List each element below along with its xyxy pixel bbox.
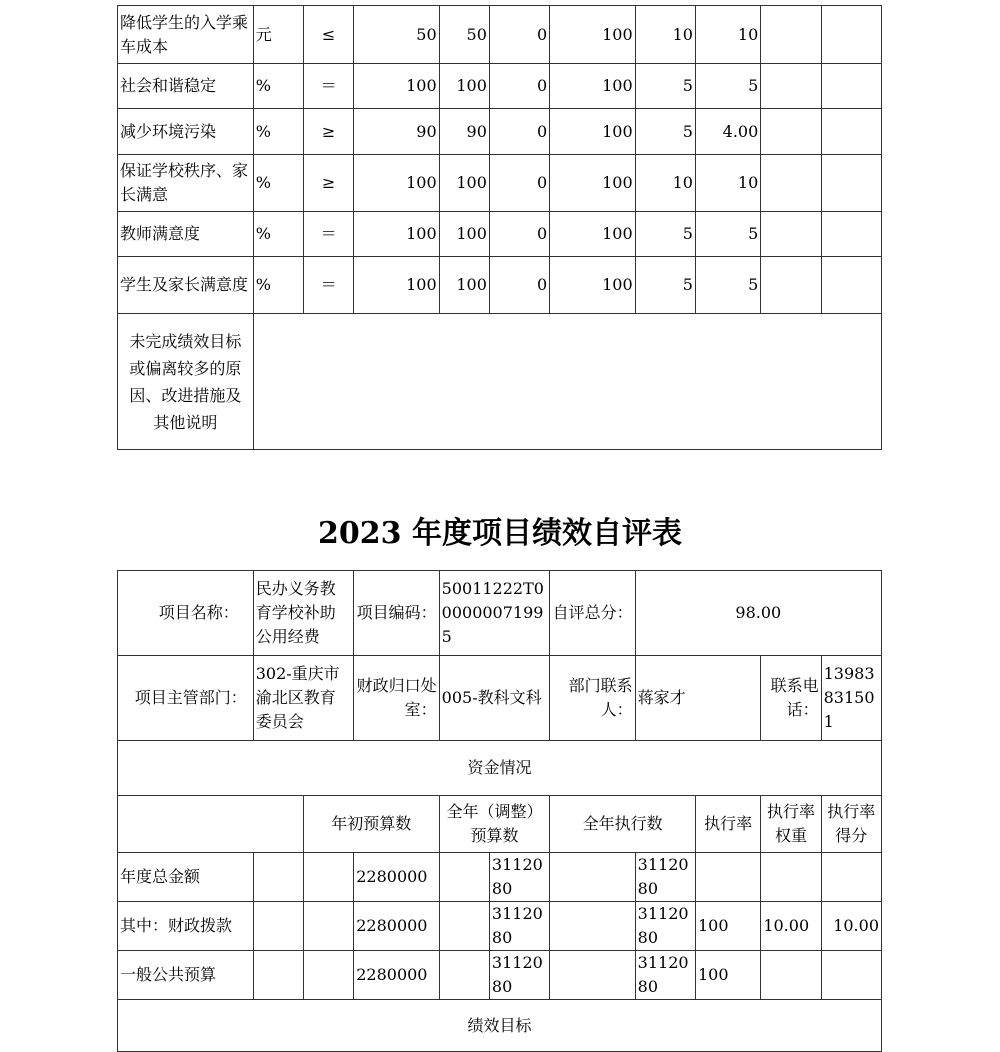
- dept-label: 项目主管部门：: [118, 656, 254, 741]
- fund-header-adjusted: 全年（调整）预算数: [439, 796, 550, 853]
- fund-row-initial: 2280000: [354, 902, 439, 951]
- fund-row-executed: 3112080: [635, 902, 695, 951]
- fund-row-empty-2: [303, 902, 353, 951]
- indicator-actual: 100: [439, 155, 489, 212]
- fund-row-score: [821, 951, 881, 1000]
- indicator-empty-1: [761, 64, 821, 109]
- fund-row-weight: [761, 853, 821, 902]
- phone-label: 联系电话：: [761, 656, 821, 741]
- indicator-empty-1: [761, 6, 821, 64]
- fund-row-empty-3: [439, 951, 489, 1000]
- fund-row: [118, 951, 882, 1000]
- fund-row-empty-3: [439, 902, 489, 951]
- indicator-actual: 100: [439, 212, 489, 257]
- indicator-target: 90: [354, 109, 439, 155]
- indicator-score: 5: [695, 212, 760, 257]
- indicator-name: 社会和谐稳定: [118, 64, 254, 109]
- fund-row-adjusted: 3112080: [489, 853, 549, 902]
- indicator-unit: %: [253, 155, 303, 212]
- fund-row-label: 一般公共预算: [118, 951, 254, 1000]
- fund-row-label: 其中：财政拨款: [118, 902, 254, 951]
- indicator-target: 100: [354, 257, 439, 314]
- indicator-weight: 5: [635, 212, 695, 257]
- indicator-score: 5: [695, 257, 760, 314]
- indicator-empty-2: [821, 155, 881, 212]
- indicator-empty-2: [821, 64, 881, 109]
- indicator-empty-2: [821, 109, 881, 155]
- fund-row-executed: 3112080: [635, 951, 695, 1000]
- indicator-deviation: 0: [489, 109, 549, 155]
- fund-row-initial: 2280000: [354, 853, 439, 902]
- indicator-row: [118, 109, 882, 155]
- fund-row-adjusted: 3112080: [489, 902, 549, 951]
- fund-header-executed: 全年执行数: [550, 796, 696, 853]
- dept: 302-重庆市渝北区教育委员会: [253, 656, 354, 741]
- indicator-target: 50: [354, 6, 439, 64]
- self-score: 98.00: [635, 571, 881, 656]
- fund-header-weight: 执行率权重: [761, 796, 821, 853]
- indicator-deviation: 0: [489, 64, 549, 109]
- fund-row-empty-1: [253, 902, 303, 951]
- indicator-score: 4.00: [695, 109, 760, 155]
- project-code-label: 项目编码：: [354, 571, 439, 656]
- indicator-unit: %: [253, 109, 303, 155]
- finance: 005-教科文科: [439, 656, 550, 741]
- indicator-rate: 100: [550, 155, 635, 212]
- indicator-unit: %: [253, 64, 303, 109]
- indicator-name: 学生及家长满意度: [118, 257, 254, 314]
- indicator-table: [117, 5, 882, 450]
- indicator-deviation: 0: [489, 212, 549, 257]
- page-title: 2023 年度项目绩效自评表: [318, 516, 682, 551]
- indicator-actual: 90: [439, 109, 489, 155]
- indicator-empty-1: [761, 212, 821, 257]
- indicator-operator: ＝: [303, 64, 353, 109]
- indicator-deviation: 0: [489, 6, 549, 64]
- fund-row-empty-2: [303, 853, 353, 902]
- indicator-row: [118, 6, 882, 64]
- fund-row-score: 10.00: [821, 902, 881, 951]
- indicator-unit: %: [253, 212, 303, 257]
- indicator-weight: 5: [635, 109, 695, 155]
- indicator-unit: 元: [253, 6, 303, 64]
- indicator-empty-1: [761, 155, 821, 212]
- indicator-operator: ≥: [303, 155, 353, 212]
- fund-row: [118, 853, 882, 902]
- remark-content: [253, 314, 881, 450]
- fund-row-executed: 3112080: [635, 853, 695, 902]
- contact-label: 部门联系人：: [550, 656, 635, 741]
- indicator-empty-2: [821, 6, 881, 64]
- indicator-actual: 100: [439, 64, 489, 109]
- fund-section-title: 资金情况: [118, 741, 882, 796]
- self-eval-table: [117, 570, 882, 1052]
- fund-header-rate: 执行率: [695, 796, 760, 853]
- indicator-operator: ≤: [303, 6, 353, 64]
- indicator-row: [118, 212, 882, 257]
- fund-row-label: 年度总金额: [118, 853, 254, 902]
- remark-label: 未完成绩效目标或偏离较多的原因、改进措施及其他说明: [118, 314, 254, 450]
- indicator-score: 10: [695, 155, 760, 212]
- indicator-target: 100: [354, 155, 439, 212]
- fund-row-empty-2: [303, 951, 353, 1000]
- indicator-rate: 100: [550, 109, 635, 155]
- indicator-name: 保证学校秩序、家长满意: [118, 155, 254, 212]
- indicator-name: 教师满意度: [118, 212, 254, 257]
- indicator-operator: ≥: [303, 109, 353, 155]
- fund-row-weight: 10.00: [761, 902, 821, 951]
- indicator-row: [118, 155, 882, 212]
- indicator-score: 5: [695, 64, 760, 109]
- indicator-row: [118, 257, 882, 314]
- fund-row-rate: 100: [695, 902, 760, 951]
- fund-header-initial: 年初预算数: [303, 796, 439, 853]
- fund-row-empty-1: [253, 951, 303, 1000]
- fund-header-empty: [118, 796, 304, 853]
- fund-row: [118, 902, 882, 951]
- finance-label: 财政归口处室：: [354, 656, 439, 741]
- indicator-target: 100: [354, 64, 439, 109]
- indicator-deviation: 0: [489, 155, 549, 212]
- fund-row-initial: 2280000: [354, 951, 439, 1000]
- indicator-weight: 10: [635, 6, 695, 64]
- fund-row-rate: [695, 853, 760, 902]
- indicator-operator: ＝: [303, 212, 353, 257]
- indicator-rate: 100: [550, 6, 635, 64]
- indicator-name: 降低学生的入学乘车成本: [118, 6, 254, 64]
- indicator-weight: 5: [635, 64, 695, 109]
- fund-row-empty-4: [550, 902, 635, 951]
- indicator-row: [118, 64, 882, 109]
- indicator-weight: 10: [635, 155, 695, 212]
- project-code: 50011222T000000071995: [439, 571, 550, 656]
- fund-row-empty-1: [253, 853, 303, 902]
- phone: 13983831501: [821, 656, 881, 741]
- indicator-empty-1: [761, 257, 821, 314]
- indicator-unit: %: [253, 257, 303, 314]
- fund-row-empty-4: [550, 951, 635, 1000]
- indicator-actual: 50: [439, 6, 489, 64]
- fund-row-empty-3: [439, 853, 489, 902]
- perf-section-title: 绩效目标: [118, 1000, 882, 1052]
- indicator-rate: 100: [550, 257, 635, 314]
- indicator-actual: 100: [439, 257, 489, 314]
- indicator-empty-2: [821, 212, 881, 257]
- fund-row-empty-4: [550, 853, 635, 902]
- indicator-empty-1: [761, 109, 821, 155]
- indicator-rate: 100: [550, 212, 635, 257]
- indicator-score: 10: [695, 6, 760, 64]
- project-name: 民办义务教育学校补助公用经费: [253, 571, 354, 656]
- fund-row-weight: [761, 951, 821, 1000]
- indicator-weight: 5: [635, 257, 695, 314]
- indicator-operator: ＝: [303, 257, 353, 314]
- fund-row-adjusted: 3112080: [489, 951, 549, 1000]
- fund-row-score: [821, 853, 881, 902]
- indicator-target: 100: [354, 212, 439, 257]
- indicator-name: 减少环境污染: [118, 109, 254, 155]
- indicator-deviation: 0: [489, 257, 549, 314]
- fund-header-score: 执行率得分: [821, 796, 881, 853]
- project-name-label: 项目名称：: [118, 571, 254, 656]
- indicator-empty-2: [821, 257, 881, 314]
- fund-row-rate: 100: [695, 951, 760, 1000]
- self-score-label: 自评总分：: [550, 571, 635, 656]
- indicator-rate: 100: [550, 64, 635, 109]
- contact: 蒋家才: [635, 656, 761, 741]
